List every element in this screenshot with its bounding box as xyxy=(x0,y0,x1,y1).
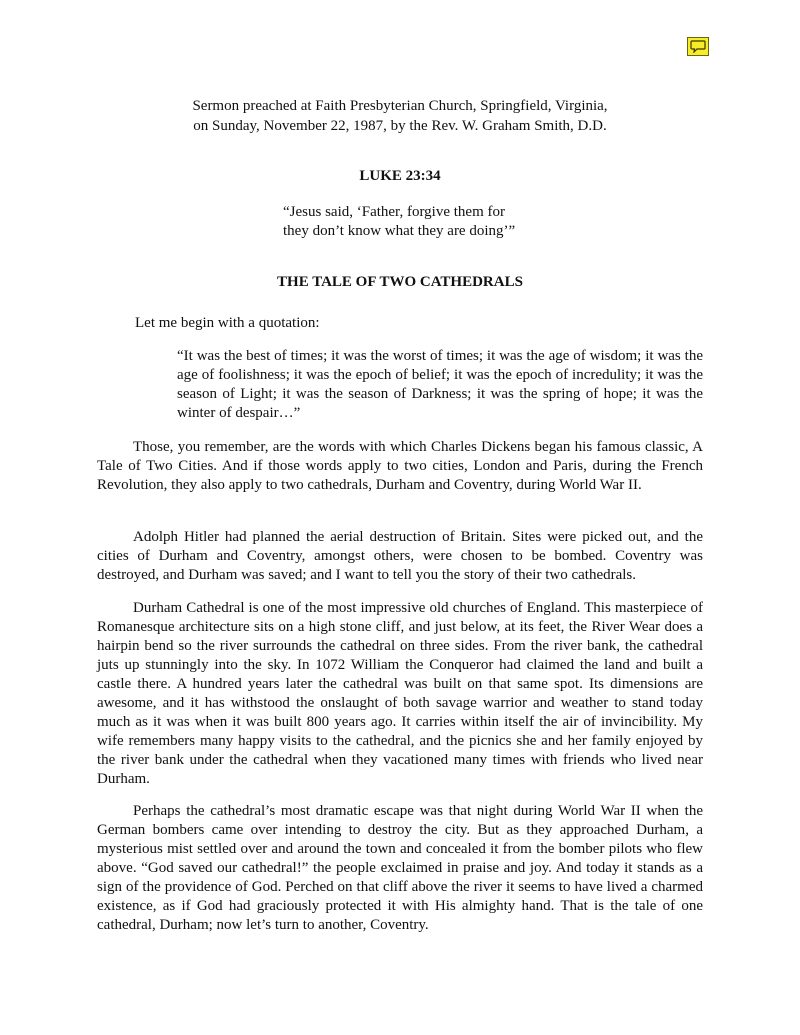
sermon-header-line-1: Sermon preached at Faith Presbyterian Church, Springfield, Virginia, xyxy=(192,98,608,114)
comment-note-icon[interactable] xyxy=(687,37,709,56)
sermon-title: THE TALE OF TWO CATHEDRALS xyxy=(277,274,523,290)
sermon-header-line-2: on Sunday, November 22, 1987, by the Rev. W. Graham Smith, D.D. xyxy=(193,118,607,134)
paragraph-durham-escape: Perhaps the cathedral’s most dramatic escape was that night during World War II when the German bombers came over intending to destroy the city. But as they approached Durham, a mysterious mist settled over and around the town and concealed it from the bomber pilots who flew above. “God saved our cathedral!” the people exclaimed in praise and joy. And today it stands as a sign of the providence of God. Perched on that cliff above the river it seems to have lived a charmed existence, as if God had graciously protected it with His almighty hand. That is the tale of one cathedral, Durham; now let’s turn to another, Coventry. xyxy=(97,803,703,933)
speech-bubble-icon xyxy=(690,40,706,53)
paragraph-hitler: Adolph Hitler had planned the aerial destruction of Britain. Sites were picked out, and the cities of Durham and Coventry, amongst others, were chosen to be bombed. Coventry was destroyed, and Durham was saved; and I want to tell you the story of their two cathedrals. xyxy=(97,529,703,583)
scripture-reference: LUKE 23:34 xyxy=(359,168,441,184)
paragraph-durham-cathedral: Durham Cathedral is one of the most impressive old churches of England. This masterpiece of Romanesque architecture sits on a high stone cliff, and just below, at its feet, the River Wear does a hairpin bend so the river surrounds the cathedral on three sides. From the river bank, the cathedral juts up stunningly into the sky. In 1072 William the Conqueror had claimed the land and built a castle there. A hundred years later the cathedral was built on that same spot. Its dimensions are awesome, and it has withstood the onslaught of both savage warrior and weather to stand today much as it was when it was built 800 years ago. It carries within itself the air of invincibility. My wife remembers many happy visits to the cathedral, and the picnics she and her family enjoyed by the river bank under the cathedral when they vacationed many times with friends who lived near Durham. xyxy=(97,600,703,787)
intro-line: Let me begin with a quotation: xyxy=(135,315,320,331)
scripture-verse-line-1: “Jesus said, ‘Father, forgive them for xyxy=(283,204,505,220)
dickens-quotation: “It was the best of times; it was the worst of times; it was the age of wisdom; it was the age of foolishness; it was the epoch of belief; it was the epoch of incredulity; it was the season of Light; it was the season of Darkness; it was the spring of hope; it was the winter of despair…” xyxy=(177,348,703,421)
scripture-verse-line-2: they don’t know what they are doing’” xyxy=(283,223,516,239)
paragraph-dickens: Those, you remember, are the words with which Charles Dickens began his famous classic, A Tale of Two Cities. And if those words apply to two cities, London and Paris, during the French Revolution, they also apply to two cathedrals, Durham and Coventry, during World War II. xyxy=(97,439,703,493)
